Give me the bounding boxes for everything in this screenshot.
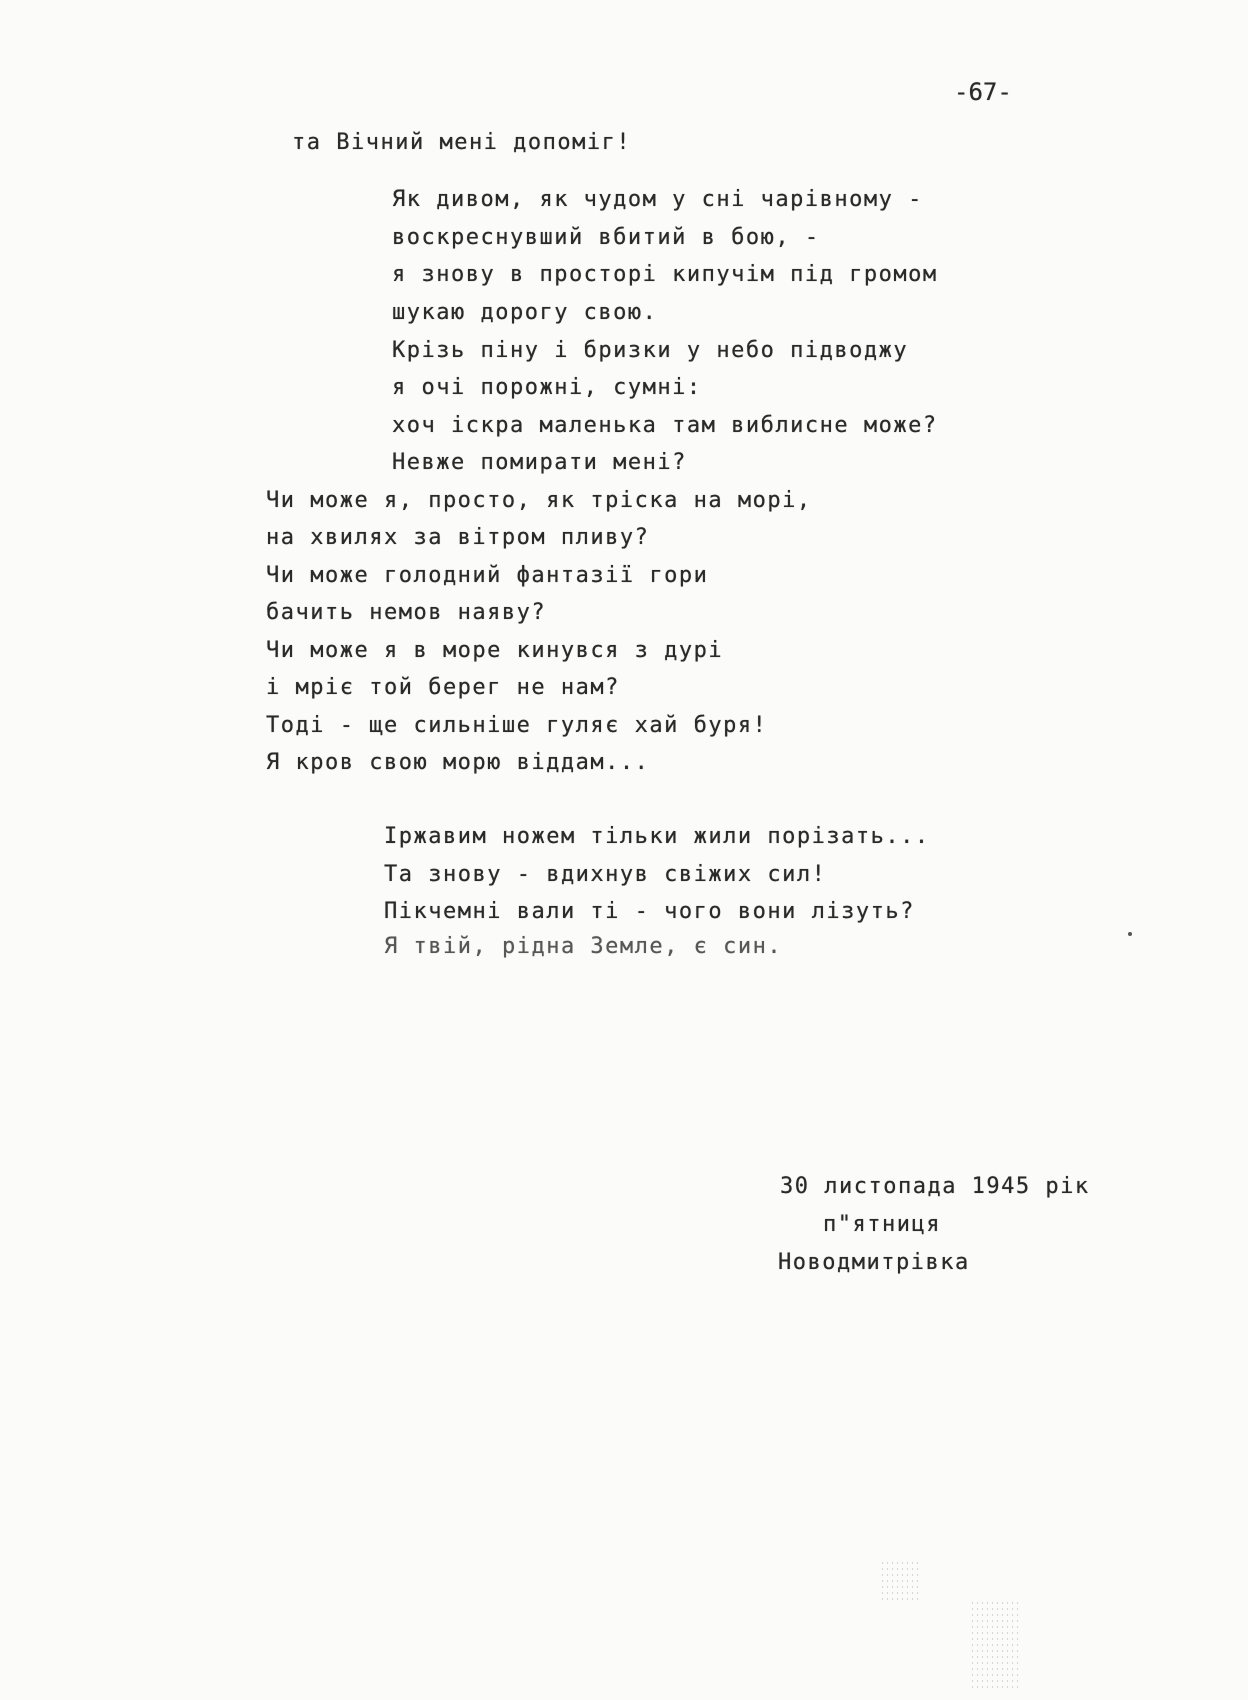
poem-line: Як дивом, як чудом у сні чарівному -	[392, 187, 923, 212]
poem-line: хоч іскра маленька там виблисне може?	[392, 413, 938, 438]
poem-line: я знову в просторі кипучім під громом	[392, 262, 938, 287]
signature-date: 30 листопада 1945 рік	[780, 1174, 1090, 1199]
signature-weekday: п"ятниця	[823, 1212, 941, 1237]
poem-line: шукаю дорогу свою.	[392, 300, 658, 325]
opening-line: та Вічний мені допоміг!	[292, 130, 632, 155]
poem-line-faded: Я твій, рідна Земле, є син.	[384, 934, 783, 959]
poem-line: Тоді - ще сильніше гуляє хай буря!	[266, 713, 768, 738]
poem-line: воскреснувший вбитий в бою, -	[392, 225, 820, 250]
page-number: -67-	[954, 78, 1012, 106]
scan-noise	[880, 1560, 920, 1600]
poem-line: я очі порожні, сумні:	[392, 375, 702, 400]
ink-speck	[1128, 932, 1132, 936]
poem-line: бачить немов наяву?	[266, 600, 547, 625]
poem-line: Та знову - вдихнув свіжих сил!	[384, 862, 827, 887]
poem-line: Пікчемні вали ті - чого вони лізуть?	[384, 899, 915, 924]
scan-noise	[970, 1600, 1020, 1690]
poem-line: Чи може я, просто, як тріска на морі,	[266, 488, 812, 513]
poem-line: на хвилях за вітром пливу?	[266, 525, 650, 550]
poem-line: Я кров свою морю віддам...	[266, 750, 650, 775]
poem-line: Крізь піну і бризки у небо підводжу	[392, 338, 909, 363]
poem-line: Іржавим ножем тільки жили порізать...	[384, 824, 930, 849]
signature-place: Новодмитрівка	[778, 1250, 970, 1275]
poem-line: Невже помирати мені?	[392, 450, 687, 475]
poem-line: і мріє той берег не нам?	[266, 675, 620, 700]
poem-line: Чи може я в море кинувся з дурі	[266, 638, 724, 663]
poem-line: Чи може голодний фантазії гори	[266, 563, 709, 588]
